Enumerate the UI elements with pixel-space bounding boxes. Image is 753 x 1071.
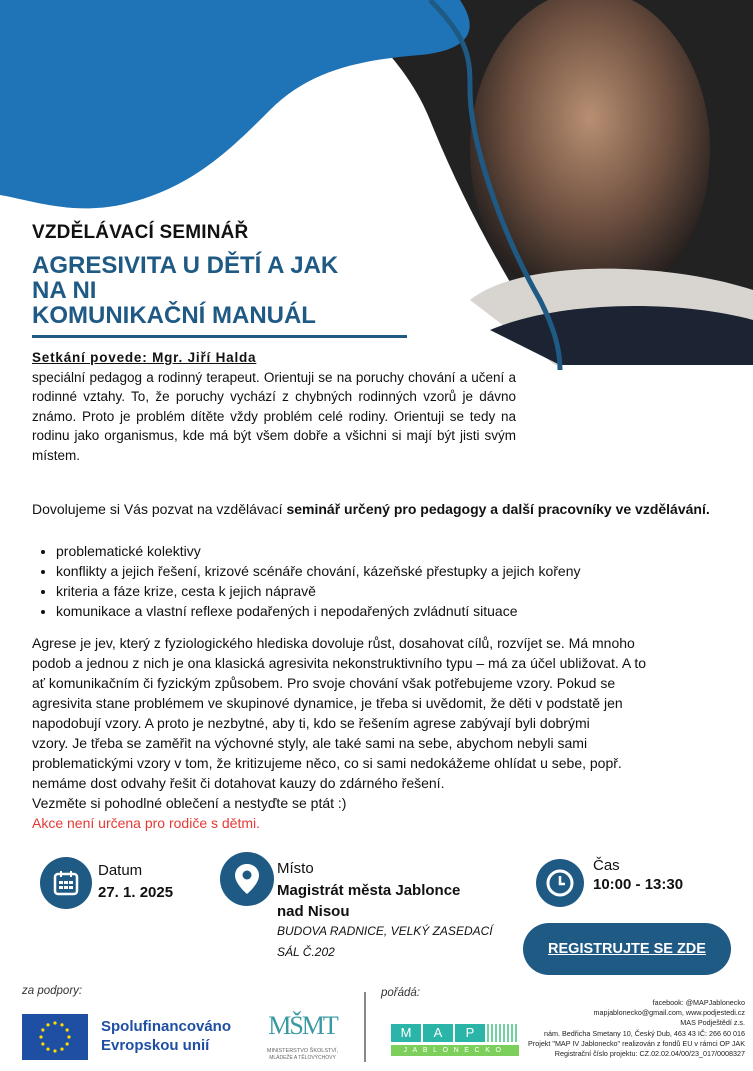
eu-star bbox=[46, 1023, 49, 1026]
invite-lead: Dovolujeme si Vás pozvat na vzdělávací bbox=[32, 501, 287, 517]
text-line: Agrese je jev, který z fyziologického hlediska dovoluje růst, dosahovat cílů, rozvíjet se. Má mnoho bbox=[32, 635, 635, 651]
msmt-logo bbox=[255, 1012, 350, 1061]
text-line: ať komunikačním či fyzickým způsobem. Pro svoje chování však potřebujeme vzory. Pokud se bbox=[32, 675, 616, 691]
place-value bbox=[277, 880, 460, 922]
text-line: podob a jednou z nich je ona klasická agresivita nekonstruktivního typu – má za účel ubližovat. A to bbox=[32, 655, 647, 671]
text-line: vzory. Je třeba se zaměřit na výchovné styly, ale také sami na sebe, abychom nebyli sami bbox=[32, 735, 588, 751]
contact-line: facebook: @MAPJablonecko bbox=[652, 998, 745, 1007]
contact-line: mapjablonecko@gmail.com, www.podjestedi.cz bbox=[593, 1008, 745, 1018]
map-equalizer bbox=[487, 1024, 519, 1042]
text-line: agresivita stane problémem ve skupinové dynamice, je třeba si uvědomit, že děti v podstatě jen bbox=[32, 695, 623, 711]
topics-list bbox=[32, 541, 580, 621]
title-line: KOMUNIKAČNÍ MANUÁL bbox=[32, 302, 316, 329]
list-item: • konflikty a jejich řešení, krizové scénáře chování, kázeňské přestupky a jejich kořeny bbox=[56, 561, 580, 581]
contact-line: Projekt "MAP IV Jablonecko" realizován z fondů EU v rámci OP JAK bbox=[528, 1038, 745, 1048]
seminar-kicker: VZDĚLÁVACÍ SEMINÁŘ bbox=[32, 222, 249, 243]
eu-star bbox=[60, 1048, 63, 1051]
invitation bbox=[32, 500, 722, 519]
eu-flag-icon bbox=[22, 1014, 88, 1060]
map-letter: M bbox=[391, 1024, 421, 1042]
contact-info bbox=[528, 998, 745, 1059]
place-detail bbox=[277, 921, 493, 963]
time-label: Čas bbox=[593, 857, 620, 874]
clock-icon bbox=[536, 859, 584, 907]
eu-star bbox=[60, 1023, 63, 1026]
map-letter: P bbox=[455, 1024, 485, 1042]
seminar-title bbox=[32, 253, 338, 328]
list-item: • komunikace a vlastní reflexe podařených i nepodařených zvládnutí situace bbox=[56, 601, 580, 621]
title-line: NA NI bbox=[32, 277, 97, 304]
map-letter: A bbox=[423, 1024, 453, 1042]
organizer-label: pořádá: bbox=[381, 987, 421, 999]
contact-line: MAS Podještědí z.s. bbox=[680, 1018, 745, 1028]
eu-star bbox=[39, 1035, 42, 1038]
place-line: nad Nisou bbox=[277, 903, 350, 920]
title-line: AGRESIVITA U DĚTÍ A JAK bbox=[32, 252, 339, 279]
date-value: 27. 1. 2025 bbox=[98, 884, 174, 901]
text-line: nemáme dost odvahy řešit či dotahovat kauzy do zdárného řešení. bbox=[32, 775, 445, 791]
text-line: problematickými vzory v tom, že kritizujeme něco, co si sami nedokážeme ohlídat u sebe, popř. bbox=[32, 755, 622, 771]
contact-line: Registrační číslo projektu: CZ.02.02.04/00/23_017/0008327 bbox=[554, 1049, 745, 1059]
blue-blob bbox=[0, 0, 470, 208]
eu-text-line: Spolufinancováno bbox=[101, 1018, 232, 1035]
eu-text-line: Evropskou unií bbox=[101, 1037, 210, 1054]
text-line: Vezměte si pohodlné oblečení a nestyďte se ptát :) bbox=[32, 795, 347, 811]
map-subtitle: JABLONECKO IV bbox=[391, 1045, 519, 1056]
place-detail-line: SÁL Č.202 bbox=[277, 945, 335, 959]
eu-star bbox=[46, 1048, 49, 1051]
eu-star bbox=[41, 1028, 44, 1031]
footer-divider bbox=[364, 992, 366, 1062]
date-label: Datum bbox=[98, 862, 143, 879]
text-line: napodobují vzory. A proto je nezbytné, aby ti, kdo se řešením agrese zabývají byli dobrými bbox=[32, 715, 590, 731]
map-jablonecko-logo bbox=[391, 1024, 519, 1065]
eu-star bbox=[53, 1049, 56, 1052]
eu-star bbox=[41, 1042, 44, 1045]
contact-line: nám. Bedřicha Smetany 10, Český Dub, 463 43 IČ: 266 60 016 bbox=[544, 1028, 745, 1038]
place-line: Magistrát města Jablonce bbox=[277, 882, 461, 899]
msmt-text: MINISTERSTVO ŠKOLSTVÍ, bbox=[266, 1048, 339, 1054]
eu-star bbox=[67, 1035, 70, 1038]
time-value: 10:00 - 13:30 bbox=[593, 876, 684, 893]
eu-star bbox=[66, 1042, 69, 1045]
support-label: za podpory: bbox=[22, 985, 83, 997]
place-detail-line: BUDOVA RADNICE, VELKÝ ZASEDACÍ bbox=[277, 924, 493, 938]
msmt-mark: MŠMT bbox=[268, 1011, 337, 1040]
eu-star bbox=[53, 1021, 56, 1024]
speaker-name: Setkání povede: Mgr. Jiří Halda bbox=[32, 350, 257, 365]
location-pin-icon bbox=[220, 852, 274, 906]
eu-cofinanced-text bbox=[101, 1017, 231, 1055]
place-label: Místo bbox=[277, 860, 314, 877]
invite-audience: seminář určený pro pedagogy a další pracovníky ve vzdělávání. bbox=[286, 501, 710, 517]
warning-note: Akce není určena pro rodiče s dětmi. bbox=[32, 815, 261, 831]
title-divider bbox=[32, 335, 407, 338]
msmt-text: MLÁDEŽE A TĚLOVÝCHOVY bbox=[269, 1055, 336, 1061]
calendar-icon bbox=[40, 857, 92, 909]
list-item: • problematické kolektivy bbox=[56, 541, 580, 561]
list-item: • kriteria a fáze krize, cesta k jejich nápravě bbox=[56, 581, 580, 601]
speaker-bio: speciální pedagog a rodinný terapeut. Orientuji se na poruchy chování a učení a rodinné vztahy. To, že poruchy vychází z chybných rodinných vzorů je dávno známo. Proto je problém dítěte vždy problém celé rodiny. Orientuji se tedy na rodinu jako organismus, kde má být všem dobře a všichni si mají být jisti svým místem. bbox=[32, 370, 516, 463]
eu-star bbox=[66, 1028, 69, 1031]
description bbox=[32, 633, 732, 833]
register-button[interactable]: REGISTRUJTE SE ZDE bbox=[523, 923, 731, 975]
